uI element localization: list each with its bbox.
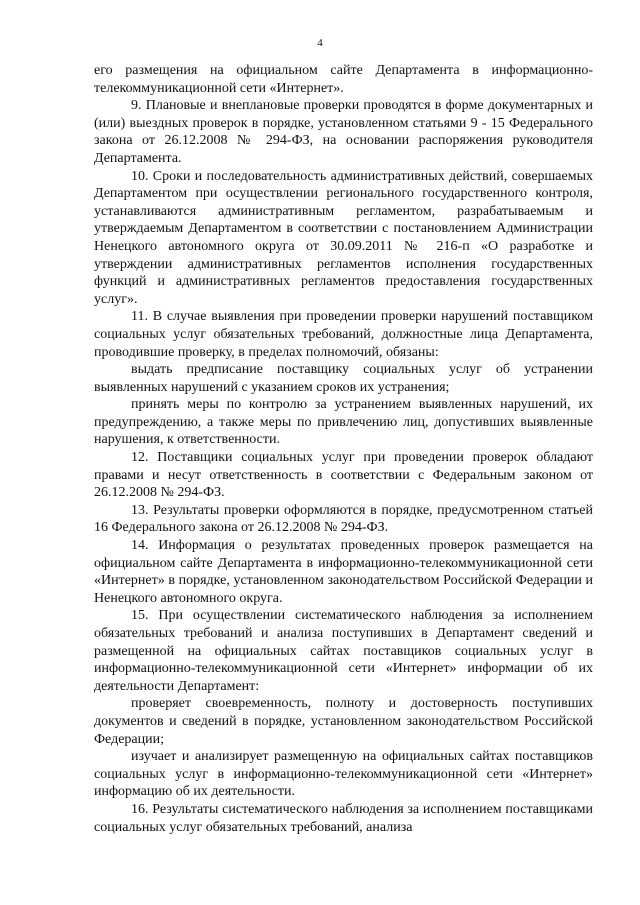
paragraph-15-item-2: изучает и анализирует размещенную на официальных сайтах поставщиков социальных услуг в информационно-телекоммуникационной сети «Интернет» информацию об их деятельности.	[94, 749, 593, 800]
paragraph-14: 14. Информация о результатах проведенных проверок размещается на официальном сайте Департамента в информационно-телекоммуникационной сети «Интернет» в порядке, установленном законодательством Российской Федерации и Ненецкого автономного округа.	[94, 538, 593, 606]
page-number: 4	[317, 37, 323, 49]
paragraph-continued: его размещения на официальном сайте Департамента в информационно-телекоммуникационной сети «Интернет».	[94, 63, 593, 96]
paragraph-12: 12. Поставщики социальных услуг при проведении проверок обладают правами и несут ответственность в соответствии с Федеральным законом от 26.12.2008 № 294-ФЗ.	[94, 450, 593, 501]
paragraph-13: 13. Результаты проверки оформляются в порядке, предусмотренном статьей 16 Федерального закона от 26.12.2008 № 294-ФЗ.	[94, 502, 593, 536]
paragraph-11-item-2: принять меры по контролю за устранением выявленных нарушений, их предупреждению, а также меры по привлечению лиц, допустивших выявленные нарушения, к ответственности.	[94, 397, 593, 448]
paragraph-10: 10. Сроки и последовательность административных действий, совершаемых Департаментом при осуществлении регионального государственного контроля, устанавливаются административным регламентом, разрабатываемым и утверждаемым Департаментом в соответствии с постановлением Администрации Ненецкого автономного округа от 30.09.2011 № 216-п «О разработке и утверждении административных регламентов исполнения государственных функций и административных регламентов предоставления государственных услуг».	[94, 168, 593, 307]
paragraph-9: 9. Плановые и внеплановые проверки проводятся в форме документарных и (или) выездных проверок в порядке, установленном статьями 9 - 15 Федерального закона от 26.12.2008 № 294-ФЗ, на основании распоряжения руководителя Департамента.	[94, 98, 593, 166]
paragraph-11-item-1: выдать предписание поставщику социальных услуг об устранении выявленных нарушений с указанием сроков их устранения;	[94, 362, 593, 395]
paragraph-15-item-1: проверяет своевременность, полноту и достоверность поступивших документов и сведений в порядке, установленном законодательством Российской Федерации;	[94, 696, 593, 747]
paragraph-11: 11. В случае выявления при проведении проверки нарушений поставщиком социальных услуг обязательных требований, должностные лица Департамента, проводившие проверку, в пределах полномочий, обязаны:	[94, 309, 593, 360]
document-body	[94, 62, 593, 836]
paragraph-15: 15. При осуществлении систематического наблюдения за исполнением обязательных требований и анализа поступивших в Департамент сведений и размещенной на официальных сайтах поставщиков социальных услуг в информационно-телекоммуникационной сети «Интернет» информации об их деятельности Департамент:	[94, 608, 593, 694]
paragraph-16: 16. Результаты систематического наблюдения за исполнением поставщиками социальных услуг обязательных требований, анализа	[94, 801, 593, 835]
